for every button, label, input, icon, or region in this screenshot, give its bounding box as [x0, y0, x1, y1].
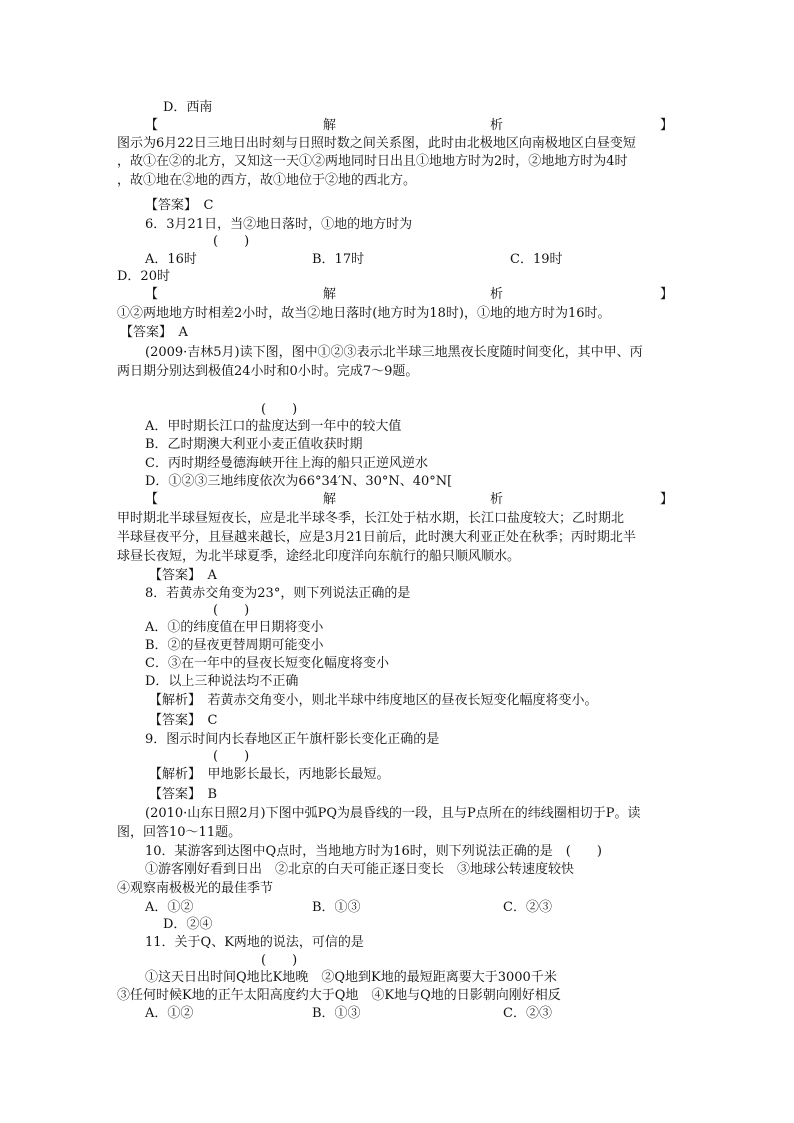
answer-line: 【答案】 A — [149, 568, 217, 583]
option-b: B．①③ — [312, 1006, 361, 1021]
option-c: C．19时 — [510, 252, 563, 267]
option-d-southwest: D．西南 — [163, 100, 213, 115]
analysis-bracket-left: 【 — [145, 287, 159, 302]
analysis-char-xi: 析 — [490, 287, 504, 302]
analysis-text: 球昼长夜短，为北半球夏季，途经北印度洋向东航行的船只顺风顺水。 — [117, 549, 521, 564]
statement-list: ④观察南极极光的最佳季节 — [117, 881, 274, 896]
analysis-text: 图示为6月22日三地日出时刻与日照时数之间关系图，此时由北极地区向南极地区白昼变短 — [117, 136, 636, 151]
option-a: A．①的纬度值在甲日期将变小 — [145, 620, 324, 635]
option-b: B．乙时期澳大利亚小麦正值收获时期 — [145, 437, 363, 452]
passage-intro: 图，回答10～11题。 — [117, 825, 242, 840]
statement-list: ①游客刚好看到日出 ②北京的白天可能正逐日变长 ③地球公转速度较快 — [145, 862, 575, 877]
answer-blank: ( ) — [213, 749, 250, 764]
question-8: 8．若黄赤交角变为23°，则下列说法正确的是 — [145, 586, 411, 601]
answer-blank: ( ) — [213, 234, 250, 249]
analysis-header — [145, 286, 673, 304]
option-c: C．②③ — [503, 1006, 552, 1021]
analysis-text: ①②两地地方时相差2小时，故当②地日落时(地方时为18时)，①地的地方时为16时。 — [117, 306, 611, 321]
answer-blank: ( ) — [261, 402, 298, 417]
answer-blank: ( ) — [213, 603, 250, 618]
answer-line: 【答案】 C — [149, 713, 218, 728]
analysis-header — [145, 491, 673, 509]
analysis-text: 半球昼夜平分，且昼越来越长，应是3月21日前后，此时澳大利亚正处在秋季；丙时期北半 — [117, 530, 636, 545]
option-c: C．③在一年中的昼夜长短变化幅度将变小 — [145, 656, 389, 671]
analysis-text: ，故①地在②地的西方，故①地位于②地的西北方。 — [117, 173, 417, 188]
analysis-bracket-right: 】 — [659, 492, 673, 507]
option-a: A．甲时期长江口的盐度达到一年中的较大值 — [145, 419, 402, 434]
analysis-bracket-left: 【 — [145, 492, 159, 507]
option-d: D．20时 — [117, 269, 170, 284]
answer-blank: ( ) — [261, 953, 298, 968]
analysis-header — [145, 117, 673, 135]
analysis-line: 【解析】 甲地影长最长，丙地影长最短。 — [149, 767, 390, 782]
option-a: A．16时 — [145, 252, 197, 267]
option-b: B．②的昼夜更替周期可能变小 — [145, 638, 324, 653]
analysis-char-xi: 析 — [490, 492, 504, 507]
analysis-bracket-right: 】 — [659, 287, 673, 302]
analysis-bracket-left: 【 — [145, 118, 159, 133]
answer-line: 【答案】 B — [149, 787, 218, 802]
answer-line: 【答案】 A — [120, 325, 188, 340]
passage-intro: (2009·吉林5月)读下图，图中①②③表示北半球三地黑夜长度随时间变化，其中甲、丙 — [145, 345, 643, 360]
option-c: C．②③ — [503, 900, 552, 915]
option-b: B．17时 — [312, 252, 365, 267]
analysis-text: ，故①在②的北方，又知这一天①②两地同时日出且①地地方时为2时，②地地方时为4时 — [117, 154, 628, 169]
question-9: 9．图示时间内长春地区正午旗杆影长变化正确的是 — [145, 732, 440, 747]
analysis-text: 甲时期北半球昼短夜长，应是北半球冬季，长江处于枯水期，长江口盐度较大；乙时期北 — [117, 511, 625, 526]
analysis-char-xi: 析 — [490, 118, 504, 133]
question-10: 10．某游客到达图中Q点时，当地地方时为16时，则下列说法正确的是 ( ) — [145, 844, 602, 859]
analysis-line: 【解析】 若黄赤交角变小，则北半球中纬度地区的昼夜长短变化幅度将变小。 — [149, 693, 598, 708]
option-d: D．②④ — [163, 917, 213, 932]
answer-line: 【答案】 C — [145, 198, 214, 213]
analysis-char-jie: 解 — [323, 118, 337, 133]
option-c: C．丙时期经曼德海峡开往上海的船只正逆风逆水 — [145, 456, 428, 471]
analysis-char-jie: 解 — [323, 492, 337, 507]
analysis-bracket-right: 】 — [659, 118, 673, 133]
option-b: B．①③ — [312, 900, 361, 915]
option-d: D．①②③三地纬度依次为66°34′N、30°N、40°N[ — [145, 474, 453, 489]
passage-intro: (2010·山东日照2月)下图中弧PQ为晨昏线的一段，且与P点所在的纬线圈相切于P。读 — [145, 806, 641, 821]
statement-list: ③任何时候K地的正午太阳高度约大于Q地 ④K地与Q地的日影朝向刚好相反 — [117, 988, 561, 1003]
statement-list: ①这天日出时间Q地比K地晚 ②Q地到K地的最短距离要大于3000千米 — [145, 970, 557, 985]
question-6: 6．3月21日，当②地日落时，①地的地方时为 — [145, 217, 413, 232]
analysis-char-jie: 解 — [323, 287, 337, 302]
passage-intro: 两日期分别达到极值24小时和0小时。完成7～9题。 — [117, 364, 419, 379]
question-11: 11．关于Q、K两地的说法，可信的是 — [145, 935, 364, 950]
option-a: A．①② — [145, 900, 194, 915]
option-a: A．①② — [145, 1006, 194, 1021]
option-d: D．以上三种说法均不正确 — [145, 674, 299, 689]
